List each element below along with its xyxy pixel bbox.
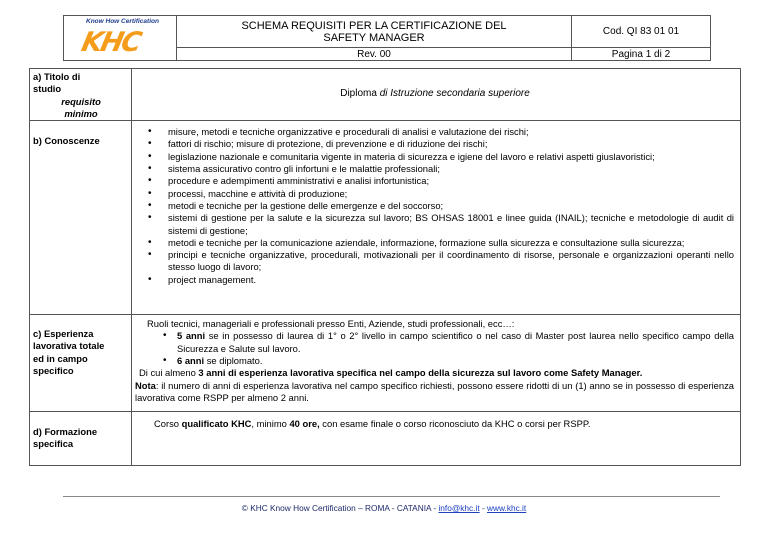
label-line: ed in campo: [33, 352, 88, 364]
list-item: • sistemi di gestione per la salute e la sicurezza sul lavoro; BS OHSAS 18001 e linee guida (INAIL); tecniche e metodologie di audit di sistemi di gestione;: [148, 212, 734, 237]
list-item: • procedure e adempimenti amministrativi e analisi infortunistica;: [148, 175, 734, 187]
years-bold: 6 anni: [177, 355, 205, 367]
item-text: se diplomato.: [204, 355, 263, 367]
title-line-1: SCHEMA REQUISITI PER LA CERTIFICAZIONE DEL: [241, 19, 507, 32]
label-line: a) Titolo di: [33, 71, 81, 82]
list-item: • legislazione nazionale e comunitaria vigente in materia di sicurezza e igiene del lavoro e relativi aspetti giuslavoristici;: [148, 151, 734, 163]
row-formazione: [30, 412, 741, 466]
label-formazione: [30, 412, 132, 466]
note-text: : il numero di anni di esperienza lavorativa nel campo specifico richiesti, possono essere ridotti di un (1) anno se in possesso di esperienza lavorativa come RSPP per almeno 2 anni.: [135, 379, 734, 403]
note-label: Nota: [135, 379, 156, 391]
logo-mark: KHC: [78, 27, 143, 58]
email-link[interactable]: info@khc.it: [438, 503, 480, 513]
requirements-table: [29, 68, 741, 466]
revision: Rev. 00: [177, 48, 572, 61]
label-line: d) Formazione: [33, 426, 98, 438]
list-item: • project management.: [148, 274, 734, 286]
label-line: requisito: [61, 95, 101, 107]
list-item: [163, 330, 734, 355]
specific-prefix: Di cui almeno: [139, 367, 199, 379]
label-line: minimo: [64, 107, 98, 119]
khc-logo: [72, 18, 168, 58]
content-formazione: [132, 412, 741, 466]
note: [135, 380, 734, 405]
diploma-text: di Istruzione secondaria superiore: [379, 88, 530, 100]
label-line: studio: [33, 83, 62, 95]
logo-cell: [64, 16, 177, 61]
label-line: specifico: [33, 365, 74, 377]
row-titolo-studio: [30, 69, 741, 121]
document-header: [63, 15, 711, 61]
page-footer: [0, 503, 768, 513]
row-esperienza: [30, 315, 741, 412]
list-item: • metodi e tecniche per la comunicazione aziendale, informazione, formazione sulla sicurezza e consultazione sulla sicurezza;: [148, 237, 734, 249]
website-link[interactable]: www.khc.it: [487, 503, 527, 513]
content-conoscenze: [132, 121, 741, 315]
list-item: • misure, metodi e tecniche organizzative e procedurali di analisi e valutazione dei rischi;: [148, 126, 734, 138]
list-item: • sistema assicurativo contro gli infortuni e le malattie professionali;: [148, 163, 734, 175]
label-esperienza: [30, 315, 132, 412]
document-code: Cod. QI 83 01 01: [572, 16, 711, 48]
row-conoscenze: [30, 121, 741, 315]
experience-list: [135, 330, 734, 367]
training-bold: qualificato KHC: [181, 418, 252, 430]
training-hours: 40 ore,: [289, 418, 320, 430]
knowledge-list: [136, 126, 734, 286]
training-mid: , minimo: [251, 418, 290, 430]
list-item: • principi e tecniche organizzative, procedurali, motivazionali per il coordinamento di risorse, personale e organizzazioni operanti nello stesso luogo di lavoro;: [148, 249, 734, 274]
label-titolo-studio: [30, 69, 132, 121]
training-rest: con esame finale o corso riconosciuto da KHC o corsi per RSPP.: [319, 418, 591, 430]
years-bold: 5 anni: [177, 330, 206, 342]
content-esperienza: [132, 315, 741, 412]
footer-separator: -: [479, 503, 488, 513]
list-item: • processi, macchine e attività di produzione;: [148, 188, 734, 200]
list-item: [163, 355, 734, 367]
title-line-2: SAFETY MANAGER: [323, 31, 425, 44]
page-number: Pagina 1 di 2: [572, 48, 711, 61]
diploma-prefix: Diploma: [340, 88, 377, 100]
logo-tagline: Know How Certification: [86, 18, 159, 25]
list-item: • metodi e tecniche per la gestione delle emergenze e del soccorso;: [148, 200, 734, 212]
list-item: • fattori di rischio; misure di protezione, di prevenzione e di riduzione dei rischi;: [148, 138, 734, 150]
footer-divider: [63, 496, 720, 497]
specific-bold: 3 anni di esperienza lavorativa specifica nel campo della sicurezza sul lavoro come Safety Manager.: [198, 367, 643, 379]
item-text: se in possesso di laurea di 1° o 2° livello in campo scientifico o nel caso di Master post laurea nello specifico campo della Sicurezza e Salute sul lavoro.: [177, 330, 735, 354]
specific-experience: [135, 367, 734, 379]
label-line: c) Esperienza: [33, 328, 94, 340]
document-title: [177, 16, 572, 48]
label-line: specifica: [33, 438, 74, 450]
experience-intro: Ruoli tecnici, manageriali e professionali presso Enti, Aziende, studi professionali, ecc…:: [147, 318, 515, 330]
footer-text: © KHC Know How Certification – ROMA - CATANIA -: [241, 503, 439, 513]
content-titolo-studio: [132, 69, 741, 121]
label-conoscenze: b) Conoscenze: [30, 121, 132, 315]
training-prefix: Corso: [154, 418, 182, 430]
label-line: lavorativa totale: [33, 340, 105, 352]
